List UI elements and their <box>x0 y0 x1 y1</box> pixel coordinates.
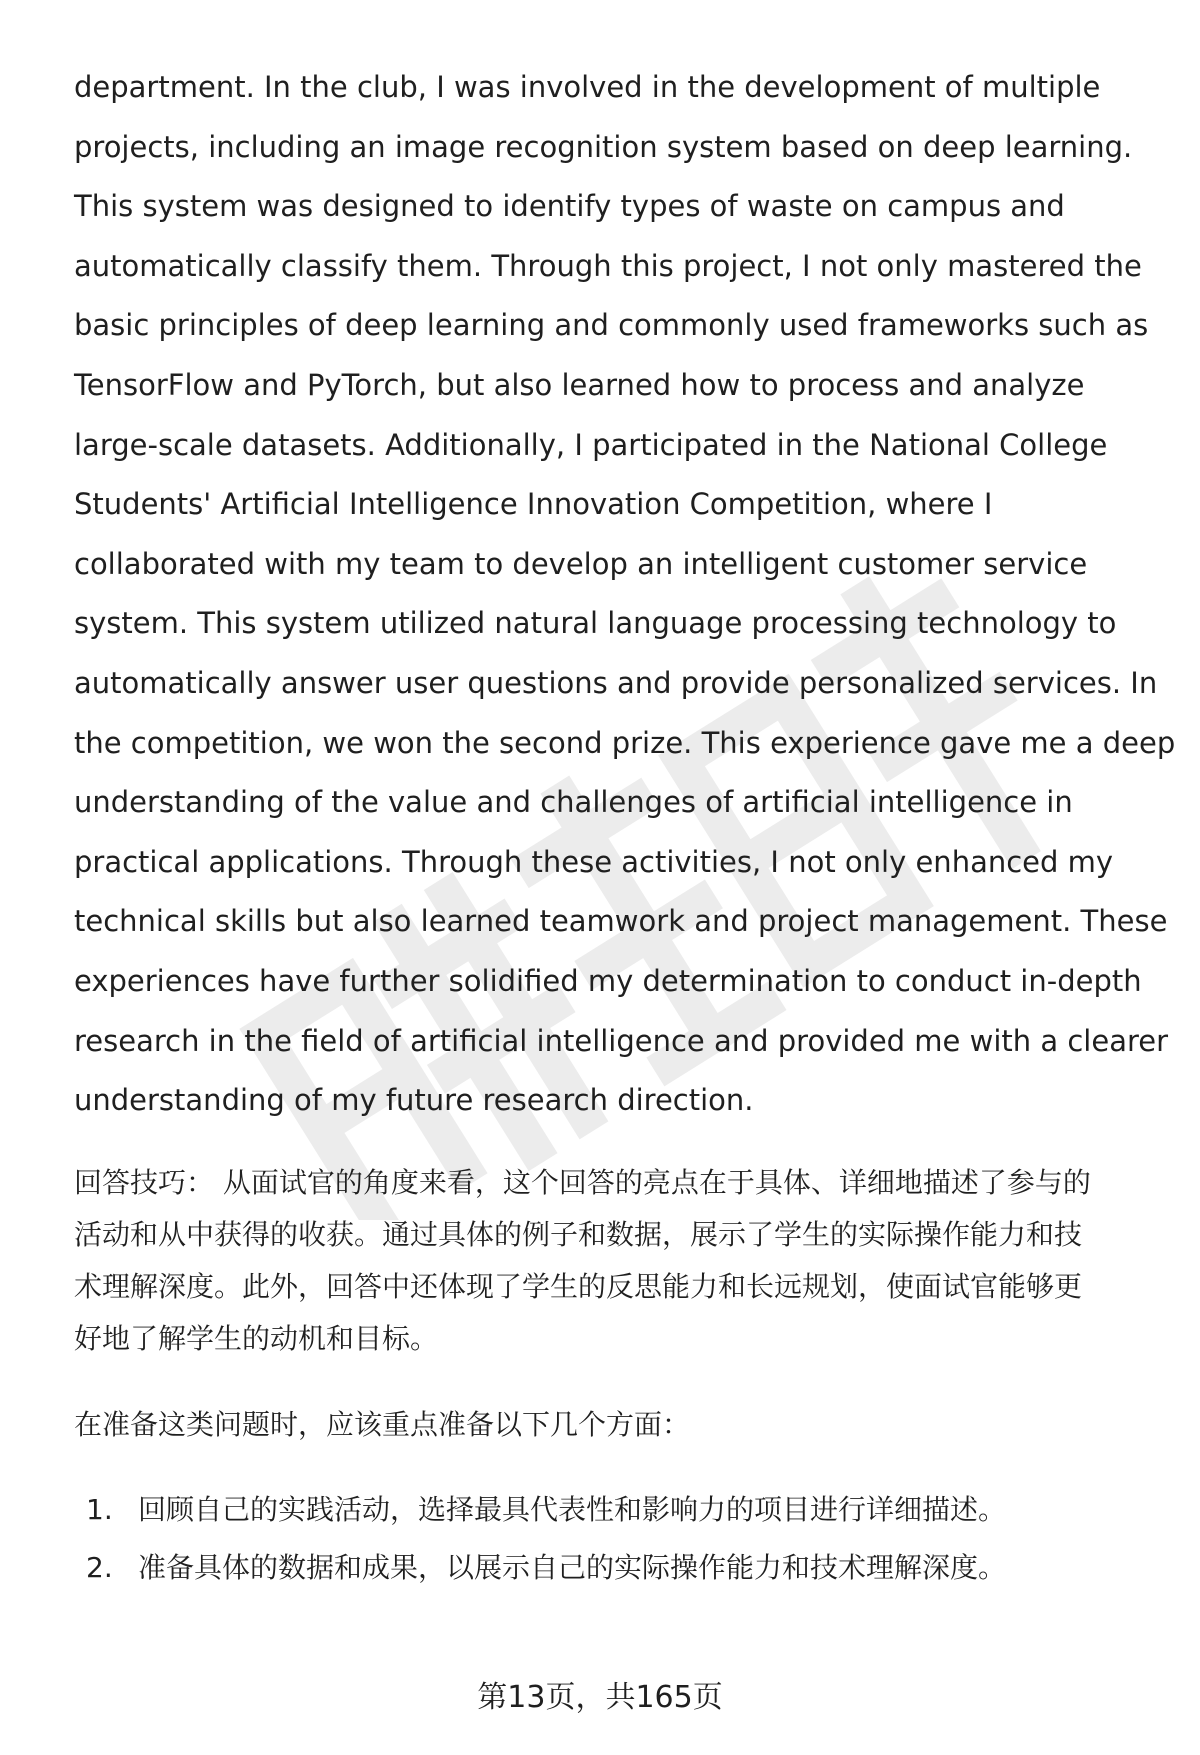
preparation-intro: 在准备这类问题时，应该重点准备以下几个方面： <box>74 1407 691 1441</box>
answer-paragraph <box>74 58 1176 1131</box>
page-number-footer: 第13页，共165页 <box>477 1680 723 1715</box>
text-line: large-scale datasets. Additionally, I participated in the National College <box>74 427 1108 462</box>
text-line: understanding of my future research direction. <box>74 1083 754 1118</box>
list-number: 1. <box>86 1492 113 1526</box>
text-line: projects, including an image recognition system based on deep learning. <box>74 129 1133 164</box>
page-content <box>74 58 1176 1597</box>
text-line: experiences have further solidified my determination to conduct in-depth <box>74 963 1142 998</box>
list-item-text: 回顾自己的实践活动，选择最具代表性和影响力的项目进行详细描述。 <box>138 1492 1007 1526</box>
text-line: 回答技巧： 从面试官的角度来看，这个回答的亮点在于具体、详细地描述了参与的 <box>74 1165 1091 1199</box>
list-item-text: 准备具体的数据和成果，以展示自己的实际操作能力和技术理解深度。 <box>138 1550 1007 1584</box>
text-line: basic principles of deep learning and commonly used frameworks such as <box>74 308 1149 343</box>
text-line: 术理解深度。此外，回答中还体现了学生的反思能力和长远规划，使面试官能够更 <box>74 1269 1083 1303</box>
preparation-list <box>74 1481 1154 1597</box>
text-line: collaborated with my team to develop an intelligent customer service <box>74 546 1088 581</box>
text-line: research in the field of artificial intelligence and provided me with a clearer <box>74 1023 1169 1058</box>
text-line: 好地了解学生的动机和目标。 <box>74 1321 439 1355</box>
text-line: technical skills but also learned teamwork and project management. These <box>74 904 1168 939</box>
text-line: Students' Artificial Intelligence Innovation Competition, where I <box>74 487 993 522</box>
list-item <box>74 1481 1154 1539</box>
list-item <box>74 1539 1154 1597</box>
text-line: automatically answer user questions and provide personalized services. In <box>74 665 1158 700</box>
text-line: department. In the club, I was involved in the development of multiple <box>74 70 1101 104</box>
text-line: 活动和从中获得的收获。通过具体的例子和数据，展示了学生的实际操作能力和技 <box>74 1217 1083 1251</box>
answer-tip-paragraph <box>74 1157 1154 1365</box>
text-line: automatically classify them. Through this project, I not only mastered the <box>74 248 1142 283</box>
text-line: practical applications. Through these activities, I not only enhanced my <box>74 844 1114 879</box>
text-line: This system was designed to identify types of waste on campus and <box>74 189 1065 224</box>
list-number: 2. <box>86 1550 113 1584</box>
text-line: TensorFlow and PyTorch, but also learned how to process and analyze <box>74 367 1085 402</box>
text-line: understanding of the value and challenges of artificial intelligence in <box>74 785 1073 820</box>
text-line: the competition, we won the second prize. This experience gave me a deep <box>74 725 1176 760</box>
text-line: system. This system utilized natural language processing technology to <box>74 606 1117 641</box>
